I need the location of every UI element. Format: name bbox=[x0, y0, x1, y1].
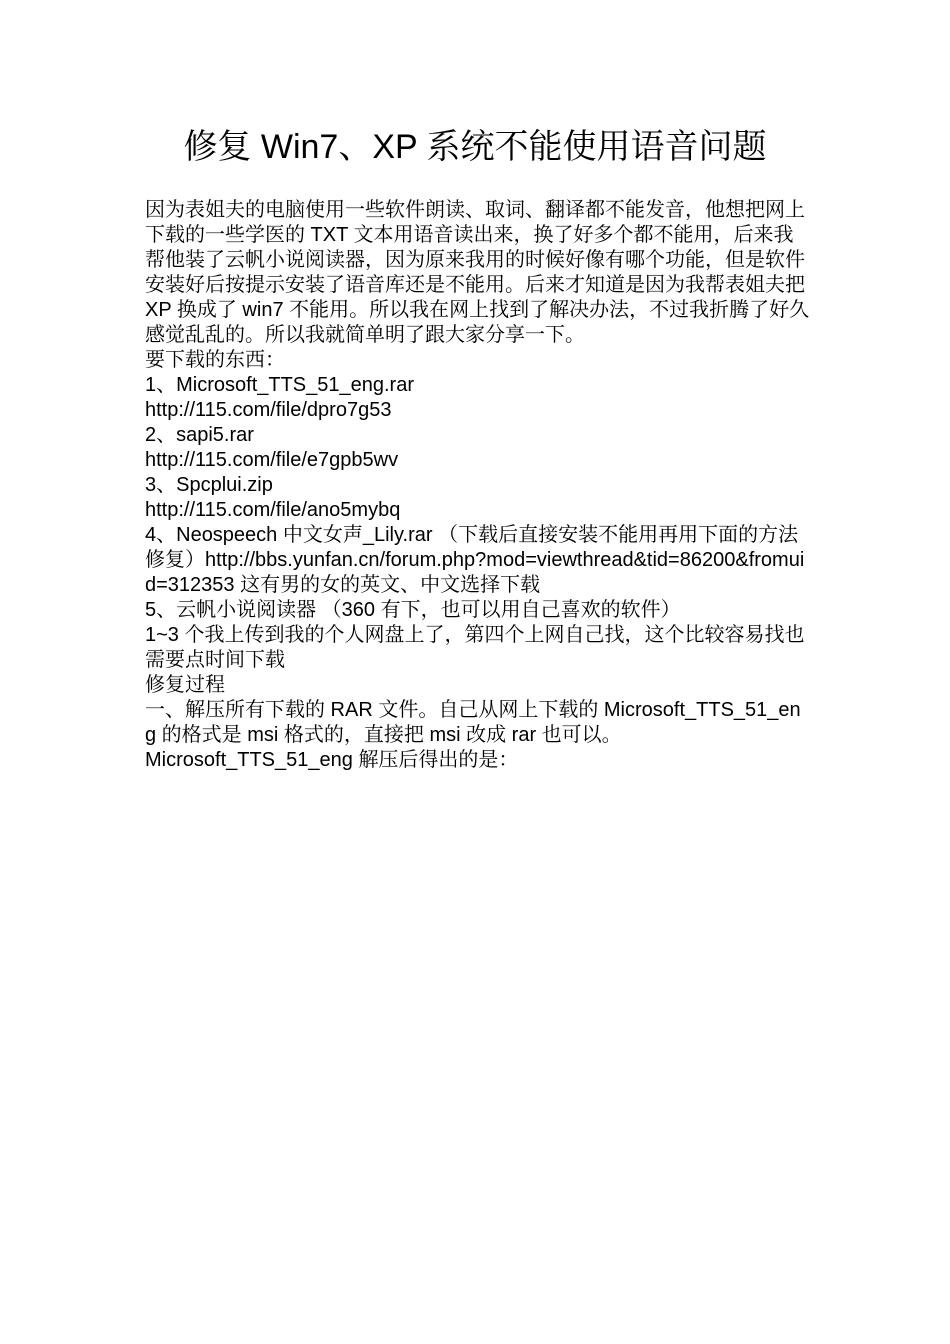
download-item-2-name: 2、sapi5.rar bbox=[145, 424, 254, 446]
download-item-3-url: http://115.com/file/ano5mybq bbox=[145, 499, 401, 521]
download-item-3-name: 3、Spcplui.zip bbox=[145, 474, 273, 496]
download-item-1-name: 1、Microsoft_TTS_51_eng.rar bbox=[145, 374, 415, 396]
downloads-heading: 要下载的东西： bbox=[145, 349, 285, 371]
extract-result-paragraph: Microsoft_TTS_51_eng 解压后得出的是： bbox=[145, 749, 519, 771]
download-item-2-url: http://115.com/file/e7gpb5wv bbox=[145, 449, 399, 471]
document-title: 修复 Win7、XP 系统不能使用语音问题 bbox=[183, 128, 767, 166]
download-item-5: 5、云帆小说阅读器 （360 有下，也可以用自己喜欢的软件） bbox=[145, 599, 681, 621]
download-item-4: 4、Neospeech 中文女声_Lily.rar （下载后直接安装不能用再用下面的方法修复）http://bbs.yunfan.cn/forum.php?mod=viewthread&tid=86200&fromuid=312353 这有男的女的英文、中文选择下载 bbox=[145, 524, 805, 596]
document-body bbox=[145, 198, 810, 773]
intro-paragraph: 因为表姐夫的电脑使用一些软件朗读、取词、翻译都不能发音，他想把网上下载的一些学医的 TXT 文本用语音读出来，换了好多个都不能用，后来我帮他装了云帆小说阅读器，因为原来我用的时候好像有哪个功能，但是软件安装好后按提示安装了语音库还是不能用。后来才知道是因为我帮表姐夫把 XP 换成了 win7 不能用。所以我在网上找到了解决办法，不过我折腾了好久感觉乱乱的。所以我就简单明了跟大家分享一下。 bbox=[145, 199, 810, 346]
download-item-1-url: http://115.com/file/dpro7g53 bbox=[145, 399, 392, 421]
repair-process-heading: 修复过程 bbox=[145, 674, 225, 696]
upload-note: 1~3 个我上传到我的个人网盘上了，第四个上网自己找，这个比较容易找也需要点时间下载 bbox=[145, 624, 805, 671]
step-1-paragraph: 一、解压所有下载的 RAR 文件。自己从网上下载的 Microsoft_TTS_51_eng 的格式是 msi 格式的，直接把 msi 改成 rar 也可以。 bbox=[145, 699, 801, 746]
